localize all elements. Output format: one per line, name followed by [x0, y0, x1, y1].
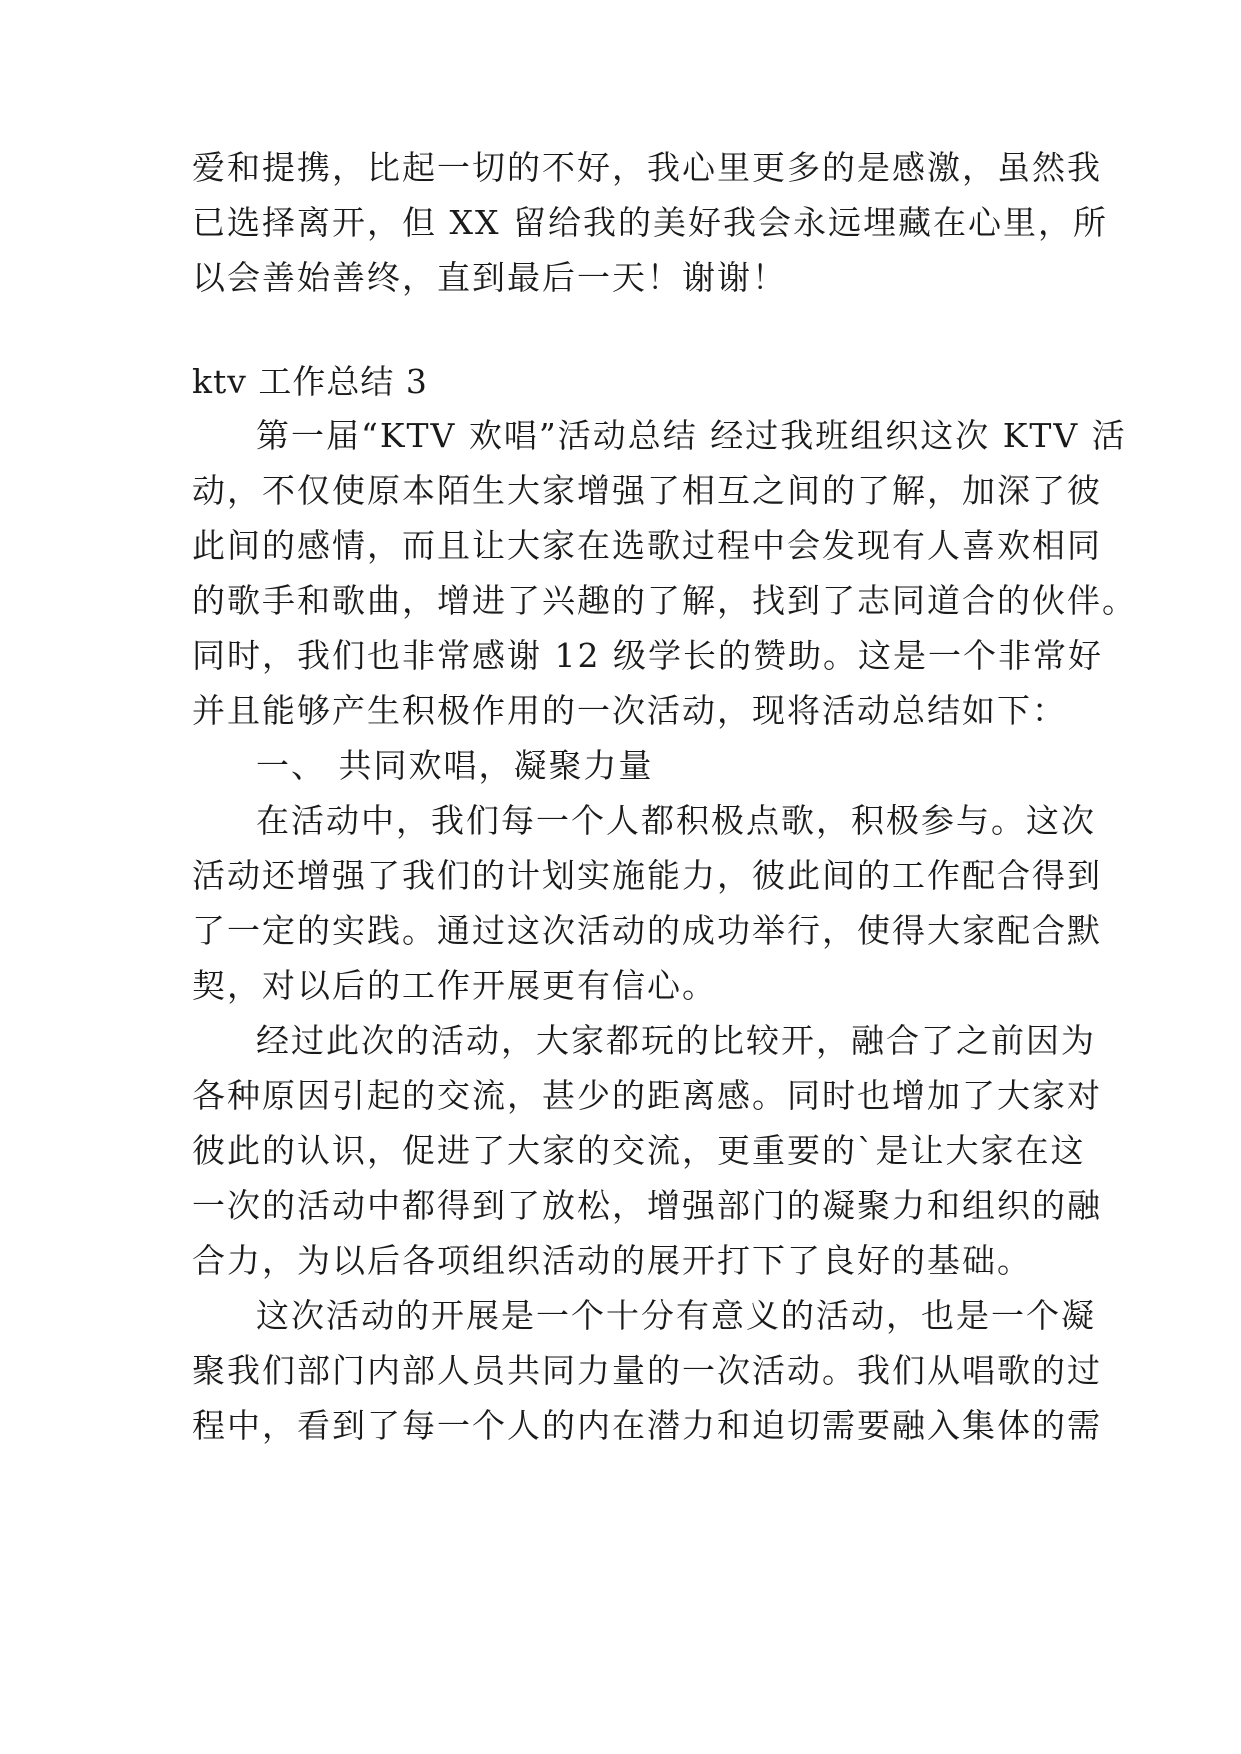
paragraph-line: 契，对以后的工作开展更有信心。 — [192, 966, 717, 1005]
paragraph-line: 爱和提携，比起一切的不好，我心里更多的是感激，虽然我 — [192, 148, 1102, 187]
paragraph-line: 已选择离开，但 XX 留给我的美好我会永远埋藏在心里，所 — [192, 203, 1108, 242]
paragraph-line: 在活动中，我们每一个人都积极点歌，积极参与。这次 — [256, 801, 1096, 840]
paragraph-line: 活动还增强了我们的计划实施能力，彼此间的工作配合得到 — [192, 856, 1102, 895]
paragraph-line: 合力，为以后各项组织活动的展开打下了良好的基础。 — [192, 1241, 1032, 1280]
paragraph-line: 第一届“KTV 欢唱”活动总结 经过我班组织这次 KTV 活 — [256, 416, 1127, 455]
paragraph-line: 动，不仅使原本陌生大家增强了相互之间的了解，加深了彼 — [192, 471, 1102, 510]
paragraph-line: 聚我们部门内部人员共同力量的一次活动。我们从唱歌的过 — [192, 1351, 1102, 1390]
paragraph-line: 这次活动的开展是一个十分有意义的活动，也是一个凝 — [256, 1296, 1096, 1335]
paragraph-line: 以会善始善终，直到最后一天！谢谢！ — [192, 258, 787, 297]
subheading: 一、 共同欢唱，凝聚力量 — [256, 746, 654, 785]
paragraph-line: 此间的感情，而且让大家在选歌过程中会发现有人喜欢相同 — [192, 526, 1102, 565]
paragraph-line: 同时，我们也非常感谢 12 级学长的赞助。这是一个非常好 — [192, 636, 1103, 675]
paragraph-line: 并且能够产生积极作用的一次活动，现将活动总结如下： — [192, 691, 1067, 730]
paragraph-line: 程中，看到了每一个人的内在潜力和迫切需要融入集体的需 — [192, 1406, 1102, 1445]
paragraph-line: 各种原因引起的交流，甚少的距离感。同时也增加了大家对 — [192, 1076, 1102, 1115]
section-title: ktv 工作总结 3 — [192, 362, 428, 401]
paragraph-line: 的歌手和歌曲，增进了兴趣的了解，找到了志同道合的伙伴。 — [192, 581, 1137, 620]
paragraph-line: 彼此的认识，促进了大家的交流，更重要的`是让大家在这 — [192, 1131, 1086, 1170]
paragraph-line: 经过此次的活动，大家都玩的比较开，融合了之前因为 — [256, 1021, 1096, 1060]
paragraph-line: 了一定的实践。通过这次活动的成功举行，使得大家配合默 — [192, 911, 1102, 950]
paragraph-line: 一次的活动中都得到了放松，增强部门的凝聚力和组织的融 — [192, 1186, 1102, 1225]
